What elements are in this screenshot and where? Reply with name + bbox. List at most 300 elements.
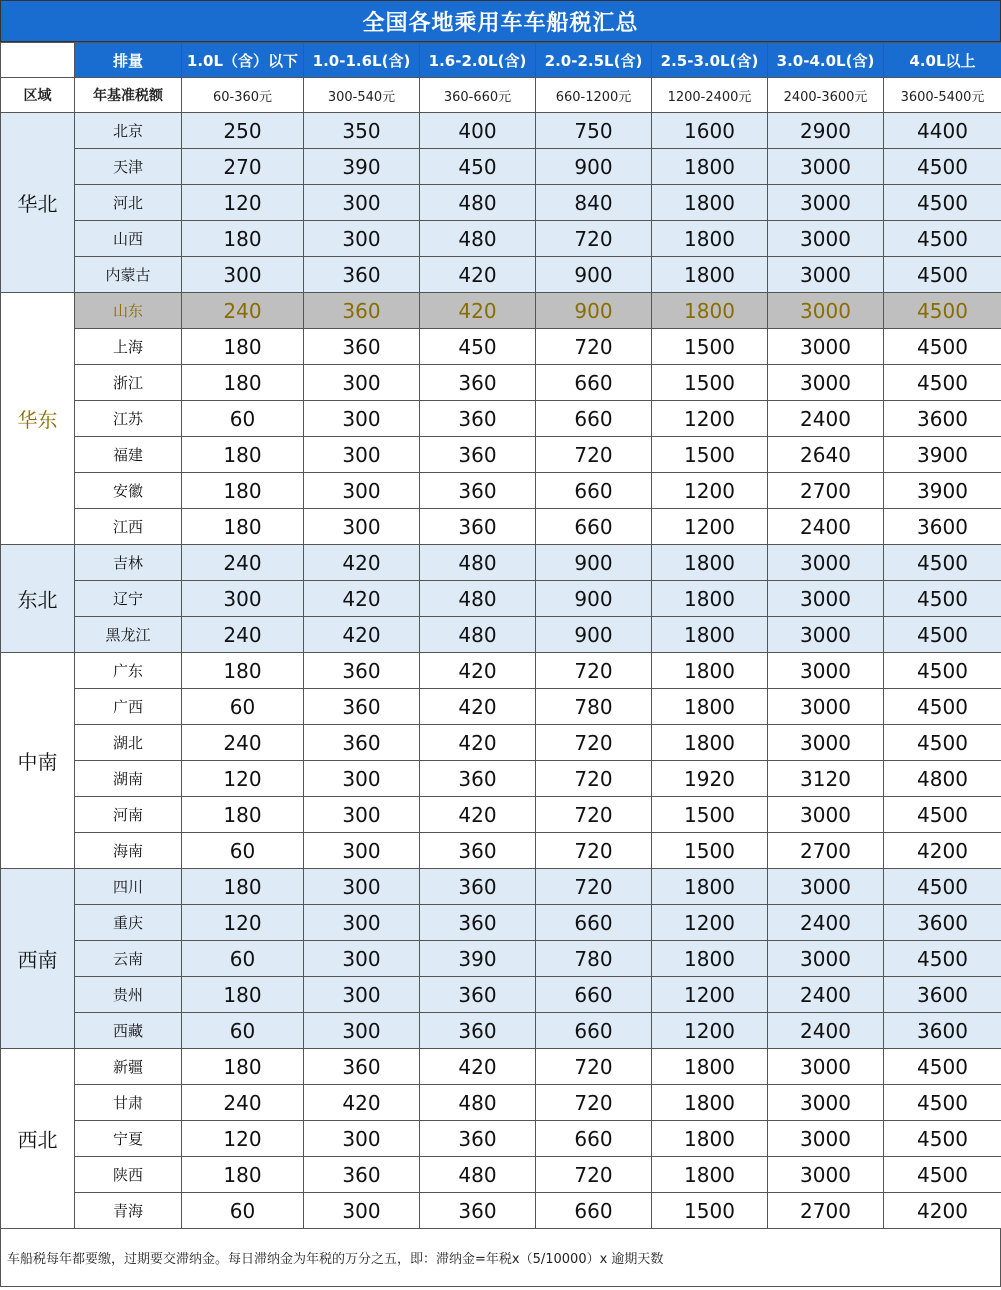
tax-value-cell: 3000 xyxy=(768,221,884,257)
tax-value-cell: 180 xyxy=(182,437,304,473)
tax-value-cell: 300 xyxy=(304,221,420,257)
tax-value-cell: 450 xyxy=(420,149,536,185)
tax-value-cell: 300 xyxy=(304,437,420,473)
column-header: 1.0-1.6L(含) xyxy=(304,43,420,78)
tax-value-cell: 60 xyxy=(182,833,304,869)
column-header: 1.0L（含）以下 xyxy=(182,43,304,78)
tax-value-cell: 3900 xyxy=(884,437,1001,473)
tax-value-cell: 420 xyxy=(304,1085,420,1121)
tax-value-cell: 180 xyxy=(182,977,304,1013)
tax-value-cell: 360 xyxy=(420,833,536,869)
province-cell: 辽宁 xyxy=(75,581,182,617)
tax-value-cell: 60 xyxy=(182,401,304,437)
tax-value-cell: 360 xyxy=(304,329,420,365)
tax-value-cell: 300 xyxy=(182,581,304,617)
province-cell: 河南 xyxy=(75,797,182,833)
tax-value-cell: 360 xyxy=(420,509,536,545)
tax-value-cell: 240 xyxy=(182,545,304,581)
province-cell: 浙江 xyxy=(75,365,182,401)
tax-value-cell: 4500 xyxy=(884,1121,1001,1157)
tax-value-cell: 3600 xyxy=(884,509,1001,545)
province-cell: 新疆 xyxy=(75,1049,182,1085)
tax-value-cell: 360 xyxy=(420,1193,536,1229)
table-row xyxy=(1,437,1001,473)
table-row xyxy=(1,365,1001,401)
table-body xyxy=(1,43,1001,1229)
tax-value-cell: 1800 xyxy=(652,941,768,977)
tax-value-cell: 1800 xyxy=(652,689,768,725)
tax-value-cell: 4500 xyxy=(884,941,1001,977)
tax-value-cell: 3000 xyxy=(768,869,884,905)
tax-value-cell: 900 xyxy=(536,149,652,185)
tax-value-cell: 3000 xyxy=(768,581,884,617)
tax-value-cell: 360 xyxy=(420,473,536,509)
tax-value-cell: 360 xyxy=(304,725,420,761)
tax-value-cell: 3000 xyxy=(768,1085,884,1121)
tax-value-cell: 60 xyxy=(182,689,304,725)
tax-value-cell: 1800 xyxy=(652,149,768,185)
province-cell: 上海 xyxy=(75,329,182,365)
table-row xyxy=(1,1193,1001,1229)
tax-value-cell: 660 xyxy=(536,365,652,401)
tax-value-cell: 300 xyxy=(304,1193,420,1229)
table-row xyxy=(1,257,1001,293)
table-row xyxy=(1,221,1001,257)
tax-value-cell: 1800 xyxy=(652,725,768,761)
table-row xyxy=(1,1157,1001,1193)
tax-value-cell: 660 xyxy=(536,509,652,545)
tax-value-cell: 420 xyxy=(420,689,536,725)
tax-value-cell: 360 xyxy=(304,689,420,725)
tax-value-cell: 1800 xyxy=(652,257,768,293)
tax-value-cell: 1500 xyxy=(652,797,768,833)
column-header: 2.0-2.5L(含) xyxy=(536,43,652,78)
tax-value-cell: 360 xyxy=(304,293,420,329)
tax-value-cell: 3000 xyxy=(768,653,884,689)
tax-value-cell: 180 xyxy=(182,1157,304,1193)
province-cell: 贵州 xyxy=(75,977,182,1013)
table-row xyxy=(1,905,1001,941)
province-cell: 江西 xyxy=(75,509,182,545)
tax-value-cell: 360 xyxy=(304,1049,420,1085)
sheet-title: 全国各地乘用车车船税汇总 xyxy=(0,0,1001,42)
tax-value-cell: 300 xyxy=(304,473,420,509)
tax-value-cell: 660 xyxy=(536,1121,652,1157)
tax-value-cell: 3000 xyxy=(768,365,884,401)
header-corner-cell xyxy=(1,43,75,78)
tax-value-cell: 1500 xyxy=(652,833,768,869)
tax-value-cell: 4500 xyxy=(884,365,1001,401)
table-row xyxy=(1,689,1001,725)
region-cell: 华北 xyxy=(1,113,75,293)
tax-value-cell: 3000 xyxy=(768,185,884,221)
footer-note: 车船税每年都要缴，过期要交滞纳金。每日滞纳金为年税的万分之五，即：滞纳金=年税x（5/10000）x 逾期天数 xyxy=(0,1229,1001,1287)
tax-value-cell: 3000 xyxy=(768,149,884,185)
tax-value-cell: 480 xyxy=(420,1085,536,1121)
displacement-label: 排量 xyxy=(75,43,182,78)
tax-value-cell: 4500 xyxy=(884,1157,1001,1193)
tax-value-cell: 360 xyxy=(420,1013,536,1049)
region-label: 区域 xyxy=(1,78,75,113)
tax-value-cell: 300 xyxy=(304,401,420,437)
tax-value-cell: 1920 xyxy=(652,761,768,797)
column-header: 1.6-2.0L(含) xyxy=(420,43,536,78)
tax-value-cell: 4500 xyxy=(884,329,1001,365)
province-cell: 天津 xyxy=(75,149,182,185)
tax-value-cell: 3120 xyxy=(768,761,884,797)
table-row xyxy=(1,581,1001,617)
base-range: 360-660元 xyxy=(420,78,536,113)
province-cell: 西藏 xyxy=(75,1013,182,1049)
base-range: 3600-5400元 xyxy=(884,78,1001,113)
tax-value-cell: 720 xyxy=(536,833,652,869)
province-cell: 安徽 xyxy=(75,473,182,509)
tax-value-cell: 4400 xyxy=(884,113,1001,149)
tax-value-cell: 1800 xyxy=(652,293,768,329)
tax-value-cell: 720 xyxy=(536,1049,652,1085)
tax-value-cell: 900 xyxy=(536,581,652,617)
tax-value-cell: 480 xyxy=(420,617,536,653)
tax-value-cell: 300 xyxy=(182,257,304,293)
tax-value-cell: 1800 xyxy=(652,1157,768,1193)
tax-value-cell: 1800 xyxy=(652,1121,768,1157)
table-row xyxy=(1,617,1001,653)
tax-value-cell: 480 xyxy=(420,185,536,221)
tax-value-cell: 1800 xyxy=(652,1085,768,1121)
tax-value-cell: 900 xyxy=(536,293,652,329)
tax-value-cell: 660 xyxy=(536,401,652,437)
tax-value-cell: 2640 xyxy=(768,437,884,473)
tax-value-cell: 3600 xyxy=(884,977,1001,1013)
table-row xyxy=(1,1013,1001,1049)
tax-value-cell: 360 xyxy=(420,437,536,473)
tax-value-cell: 900 xyxy=(536,617,652,653)
tax-value-cell: 120 xyxy=(182,905,304,941)
tax-value-cell: 180 xyxy=(182,797,304,833)
tax-value-cell: 720 xyxy=(536,1085,652,1121)
tax-value-cell: 720 xyxy=(536,869,652,905)
tax-value-cell: 2400 xyxy=(768,977,884,1013)
tax-value-cell: 4500 xyxy=(884,185,1001,221)
table-row xyxy=(1,653,1001,689)
tax-value-cell: 780 xyxy=(536,941,652,977)
tax-value-cell: 660 xyxy=(536,473,652,509)
tax-value-cell: 300 xyxy=(304,977,420,1013)
table-row xyxy=(1,725,1001,761)
table-row xyxy=(1,473,1001,509)
tax-value-cell: 1800 xyxy=(652,869,768,905)
tax-value-cell: 4200 xyxy=(884,833,1001,869)
tax-value-cell: 4800 xyxy=(884,761,1001,797)
tax-value-cell: 180 xyxy=(182,1049,304,1085)
tax-value-cell: 3000 xyxy=(768,257,884,293)
table-row xyxy=(1,545,1001,581)
tax-value-cell: 180 xyxy=(182,221,304,257)
province-cell: 云南 xyxy=(75,941,182,977)
tax-value-cell: 300 xyxy=(304,185,420,221)
subheader-row xyxy=(1,78,1001,113)
tax-value-cell: 120 xyxy=(182,1121,304,1157)
tax-value-cell: 390 xyxy=(420,941,536,977)
tax-value-cell: 360 xyxy=(420,1121,536,1157)
province-cell: 黑龙江 xyxy=(75,617,182,653)
table-row xyxy=(1,401,1001,437)
tax-value-cell: 240 xyxy=(182,1085,304,1121)
table-row xyxy=(1,293,1001,329)
tax-value-cell: 480 xyxy=(420,221,536,257)
tax-value-cell: 1800 xyxy=(652,581,768,617)
tax-value-cell: 4500 xyxy=(884,257,1001,293)
tax-value-cell: 3000 xyxy=(768,689,884,725)
tax-value-cell: 2700 xyxy=(768,473,884,509)
tax-value-cell: 660 xyxy=(536,905,652,941)
tax-value-cell: 1800 xyxy=(652,1049,768,1085)
tax-value-cell: 420 xyxy=(420,1049,536,1085)
tax-value-cell: 300 xyxy=(304,833,420,869)
table-row xyxy=(1,329,1001,365)
tax-value-cell: 180 xyxy=(182,509,304,545)
province-cell: 青海 xyxy=(75,1193,182,1229)
tax-value-cell: 660 xyxy=(536,1013,652,1049)
tax-value-cell: 300 xyxy=(304,869,420,905)
tax-value-cell: 4500 xyxy=(884,689,1001,725)
tax-value-cell: 1200 xyxy=(652,473,768,509)
region-cell: 东北 xyxy=(1,545,75,653)
tax-value-cell: 720 xyxy=(536,221,652,257)
tax-value-cell: 1600 xyxy=(652,113,768,149)
province-cell: 福建 xyxy=(75,437,182,473)
table-row xyxy=(1,1085,1001,1121)
tax-value-cell: 1200 xyxy=(652,977,768,1013)
table-row xyxy=(1,509,1001,545)
tax-value-cell: 420 xyxy=(420,725,536,761)
tax-value-cell: 4500 xyxy=(884,221,1001,257)
province-cell: 北京 xyxy=(75,113,182,149)
tax-value-cell: 2400 xyxy=(768,905,884,941)
tax-value-cell: 480 xyxy=(420,581,536,617)
tax-value-cell: 1800 xyxy=(652,185,768,221)
tax-value-cell: 3900 xyxy=(884,473,1001,509)
tax-value-cell: 2900 xyxy=(768,113,884,149)
tax-value-cell: 4500 xyxy=(884,1049,1001,1085)
tax-value-cell: 360 xyxy=(304,1157,420,1193)
tax-value-cell: 300 xyxy=(304,509,420,545)
tax-value-cell: 120 xyxy=(182,185,304,221)
tax-value-cell: 250 xyxy=(182,113,304,149)
base-range: 1200-2400元 xyxy=(652,78,768,113)
tax-value-cell: 300 xyxy=(304,1013,420,1049)
tax-value-cell: 300 xyxy=(304,761,420,797)
tax-value-cell: 3000 xyxy=(768,1049,884,1085)
table-row xyxy=(1,869,1001,905)
column-header: 3.0-4.0L(含) xyxy=(768,43,884,78)
tax-value-cell: 420 xyxy=(420,293,536,329)
tax-value-cell: 900 xyxy=(536,257,652,293)
province-cell: 广东 xyxy=(75,653,182,689)
tax-value-cell: 4500 xyxy=(884,293,1001,329)
table-row xyxy=(1,113,1001,149)
tax-value-cell: 300 xyxy=(304,797,420,833)
tax-value-cell: 660 xyxy=(536,1193,652,1229)
tax-value-cell: 60 xyxy=(182,1013,304,1049)
tax-value-cell: 420 xyxy=(420,653,536,689)
tax-value-cell: 4500 xyxy=(884,149,1001,185)
tax-value-cell: 1500 xyxy=(652,1193,768,1229)
province-cell: 湖南 xyxy=(75,761,182,797)
tax-value-cell: 1800 xyxy=(652,221,768,257)
tax-value-cell: 720 xyxy=(536,653,652,689)
table-row xyxy=(1,797,1001,833)
table-row xyxy=(1,1121,1001,1157)
tax-value-cell: 360 xyxy=(420,761,536,797)
base-range: 300-540元 xyxy=(304,78,420,113)
tax-value-cell: 4500 xyxy=(884,797,1001,833)
tax-value-cell: 1500 xyxy=(652,437,768,473)
tax-value-cell: 3600 xyxy=(884,905,1001,941)
region-cell: 华东 xyxy=(1,293,75,545)
tax-value-cell: 420 xyxy=(304,617,420,653)
province-cell: 陕西 xyxy=(75,1157,182,1193)
tax-value-cell: 390 xyxy=(304,149,420,185)
tax-value-cell: 720 xyxy=(536,437,652,473)
tax-value-cell: 360 xyxy=(420,365,536,401)
tax-value-cell: 450 xyxy=(420,329,536,365)
tax-value-cell: 180 xyxy=(182,473,304,509)
tax-value-cell: 4200 xyxy=(884,1193,1001,1229)
tax-value-cell: 360 xyxy=(420,977,536,1013)
province-cell: 四川 xyxy=(75,869,182,905)
region-cell: 中南 xyxy=(1,653,75,869)
tax-value-cell: 3000 xyxy=(768,329,884,365)
region-cell: 西北 xyxy=(1,1049,75,1229)
tax-value-cell: 3000 xyxy=(768,941,884,977)
tax-value-cell: 4500 xyxy=(884,725,1001,761)
table-row xyxy=(1,149,1001,185)
tax-value-cell: 360 xyxy=(420,905,536,941)
province-cell: 湖北 xyxy=(75,725,182,761)
province-cell: 山东 xyxy=(75,293,182,329)
base-range: 2400-3600元 xyxy=(768,78,884,113)
tax-value-cell: 4500 xyxy=(884,869,1001,905)
tax-value-cell: 240 xyxy=(182,725,304,761)
tax-value-cell: 720 xyxy=(536,725,652,761)
tax-value-cell: 1800 xyxy=(652,545,768,581)
tax-value-cell: 420 xyxy=(304,581,420,617)
tax-value-cell: 120 xyxy=(182,761,304,797)
tax-value-cell: 3000 xyxy=(768,293,884,329)
region-cell: 西南 xyxy=(1,869,75,1049)
tax-value-cell: 4500 xyxy=(884,581,1001,617)
tax-value-cell: 720 xyxy=(536,797,652,833)
tax-value-cell: 240 xyxy=(182,617,304,653)
tax-value-cell: 420 xyxy=(420,797,536,833)
tax-value-cell: 60 xyxy=(182,1193,304,1229)
tax-value-cell: 2400 xyxy=(768,1013,884,1049)
base-range: 660-1200元 xyxy=(536,78,652,113)
tax-value-cell: 660 xyxy=(536,977,652,1013)
tax-value-cell: 360 xyxy=(304,653,420,689)
tax-value-cell: 300 xyxy=(304,941,420,977)
province-cell: 广西 xyxy=(75,689,182,725)
table-row xyxy=(1,185,1001,221)
column-header: 2.5-3.0L(含) xyxy=(652,43,768,78)
tax-value-cell: 240 xyxy=(182,293,304,329)
tax-value-cell: 3000 xyxy=(768,1121,884,1157)
tax-value-cell: 1800 xyxy=(652,617,768,653)
tax-value-cell: 270 xyxy=(182,149,304,185)
province-cell: 甘肃 xyxy=(75,1085,182,1121)
tax-value-cell: 1200 xyxy=(652,905,768,941)
tax-value-cell: 420 xyxy=(420,257,536,293)
tax-value-cell: 400 xyxy=(420,113,536,149)
tax-value-cell: 350 xyxy=(304,113,420,149)
tax-value-cell: 360 xyxy=(304,257,420,293)
tax-value-cell: 4500 xyxy=(884,653,1001,689)
tax-value-cell: 4500 xyxy=(884,617,1001,653)
tax-value-cell: 3600 xyxy=(884,401,1001,437)
tax-value-cell: 2400 xyxy=(768,509,884,545)
province-cell: 重庆 xyxy=(75,905,182,941)
table-row xyxy=(1,941,1001,977)
province-cell: 山西 xyxy=(75,221,182,257)
base-range: 60-360元 xyxy=(182,78,304,113)
province-cell: 内蒙古 xyxy=(75,257,182,293)
tax-value-cell: 1500 xyxy=(652,365,768,401)
tax-value-cell: 1800 xyxy=(652,653,768,689)
tax-value-cell: 180 xyxy=(182,329,304,365)
tax-value-cell: 840 xyxy=(536,185,652,221)
tax-value-cell: 180 xyxy=(182,365,304,401)
tax-value-cell: 2700 xyxy=(768,833,884,869)
table-row xyxy=(1,977,1001,1013)
table-row xyxy=(1,1049,1001,1085)
tax-value-cell: 780 xyxy=(536,689,652,725)
tax-value-cell: 300 xyxy=(304,1121,420,1157)
tax-value-cell: 180 xyxy=(182,869,304,905)
column-header: 4.0L以上 xyxy=(884,43,1001,78)
tax-value-cell: 3600 xyxy=(884,1013,1001,1049)
tax-value-cell: 2700 xyxy=(768,1193,884,1229)
tax-value-cell: 420 xyxy=(304,545,420,581)
tax-table xyxy=(0,42,1001,1229)
tax-value-cell: 3000 xyxy=(768,617,884,653)
tax-value-cell: 480 xyxy=(420,1157,536,1193)
tax-value-cell: 1200 xyxy=(652,1013,768,1049)
tax-value-cell: 2400 xyxy=(768,401,884,437)
tax-value-cell: 480 xyxy=(420,545,536,581)
tax-value-cell: 60 xyxy=(182,941,304,977)
province-cell: 江苏 xyxy=(75,401,182,437)
header-row xyxy=(1,43,1001,78)
tax-value-cell: 900 xyxy=(536,545,652,581)
base-tax-label: 年基准税额 xyxy=(75,78,182,113)
tax-value-cell: 1200 xyxy=(652,509,768,545)
tax-value-cell: 1200 xyxy=(652,401,768,437)
tax-value-cell: 300 xyxy=(304,905,420,941)
tax-value-cell: 3000 xyxy=(768,797,884,833)
tax-value-cell: 3000 xyxy=(768,1157,884,1193)
province-cell: 海南 xyxy=(75,833,182,869)
tax-value-cell: 4500 xyxy=(884,545,1001,581)
tax-value-cell: 720 xyxy=(536,1157,652,1193)
table-row xyxy=(1,833,1001,869)
province-cell: 河北 xyxy=(75,185,182,221)
tax-value-cell: 720 xyxy=(536,329,652,365)
tax-value-cell: 360 xyxy=(420,869,536,905)
tax-value-cell: 3000 xyxy=(768,545,884,581)
tax-value-cell: 720 xyxy=(536,761,652,797)
tax-value-cell: 750 xyxy=(536,113,652,149)
